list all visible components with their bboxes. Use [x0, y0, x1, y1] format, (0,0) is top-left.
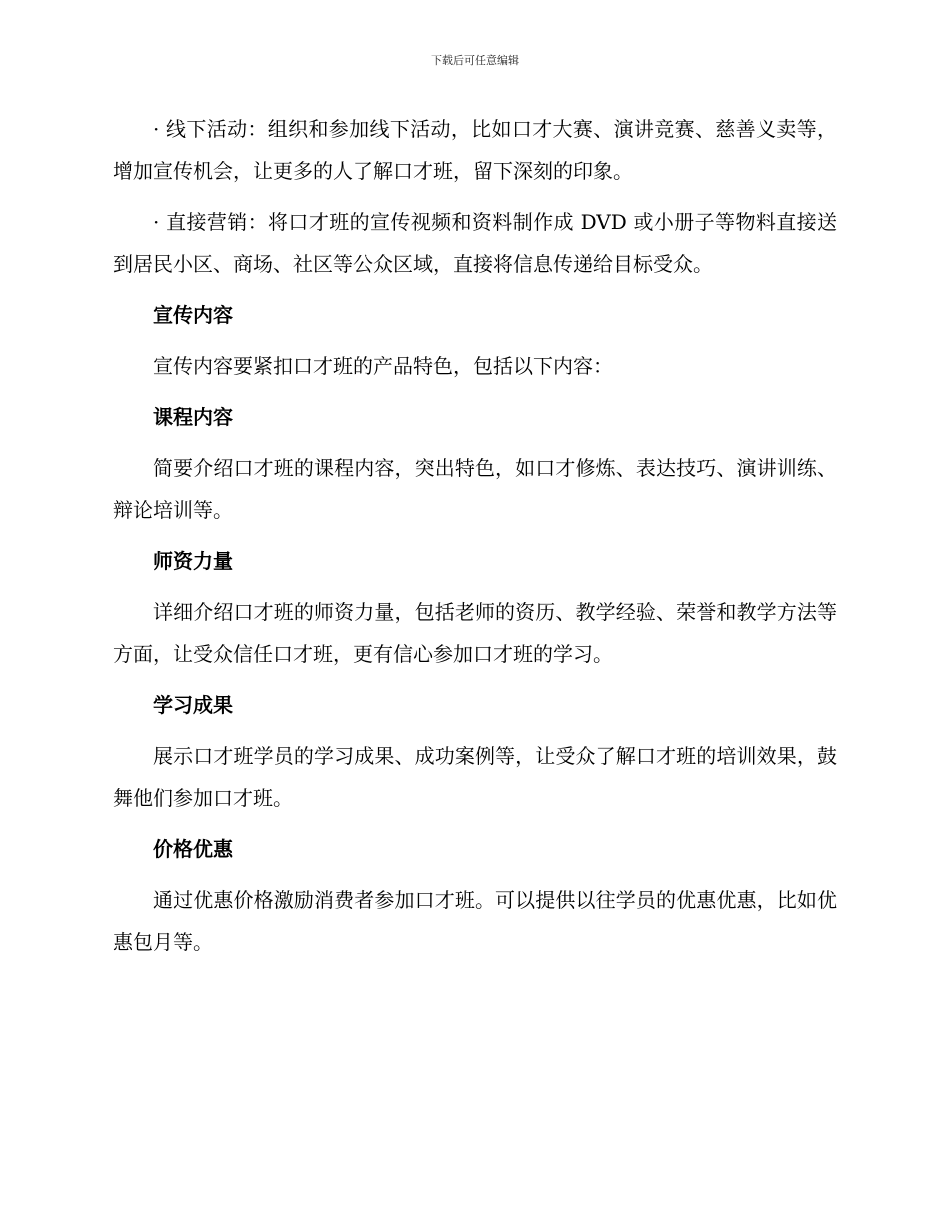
document-body — [113, 108, 837, 972]
results-paragraph: 展示口才班学员的学习成果、成功案例等，让受众了解口才班的培训效果，鼓舞他们参加口才班。 — [113, 744, 837, 810]
direct-marketing-paragraph: · 直接营销：将口才班的宣传视频和资料制作成 DVD 或小册子等物料直接送到居民小区、商场、社区等公众区域，直接将信息传递给目标受众。 — [113, 210, 837, 276]
results-heading: 学习成果 — [153, 693, 233, 717]
pricing-paragraph: 通过优惠价格激励消费者参加口才班。可以提供以往学员的优惠优惠，比如优惠包月等。 — [113, 888, 837, 954]
promo-content-paragraph: 宣传内容要紧扣口才班的产品特色，包括以下内容： — [153, 354, 613, 378]
faculty-heading: 师资力量 — [153, 549, 233, 573]
pricing-heading: 价格优惠 — [153, 837, 233, 861]
course-content-paragraph: 简要介绍口才班的课程内容，突出特色，如口才修炼、表达技巧、演讲训练、辩论培训等。 — [113, 456, 837, 522]
course-content-heading: 课程内容 — [153, 405, 233, 429]
page-header: 下载后可任意编辑 — [431, 54, 519, 67]
offline-activities-paragraph: · 线下活动：组织和参加线下活动，比如口才大赛、演讲竞赛、慈善义卖等，增加宣传机会，让更多的人了解口才班，留下深刻的印象。 — [113, 117, 837, 183]
promo-content-heading: 宣传内容 — [153, 303, 233, 327]
faculty-paragraph: 详细介绍口才班的师资力量，包括老师的资历、教学经验、荣誉和教学方法等方面，让受众信任口才班，更有信心参加口才班的学习。 — [113, 600, 837, 666]
